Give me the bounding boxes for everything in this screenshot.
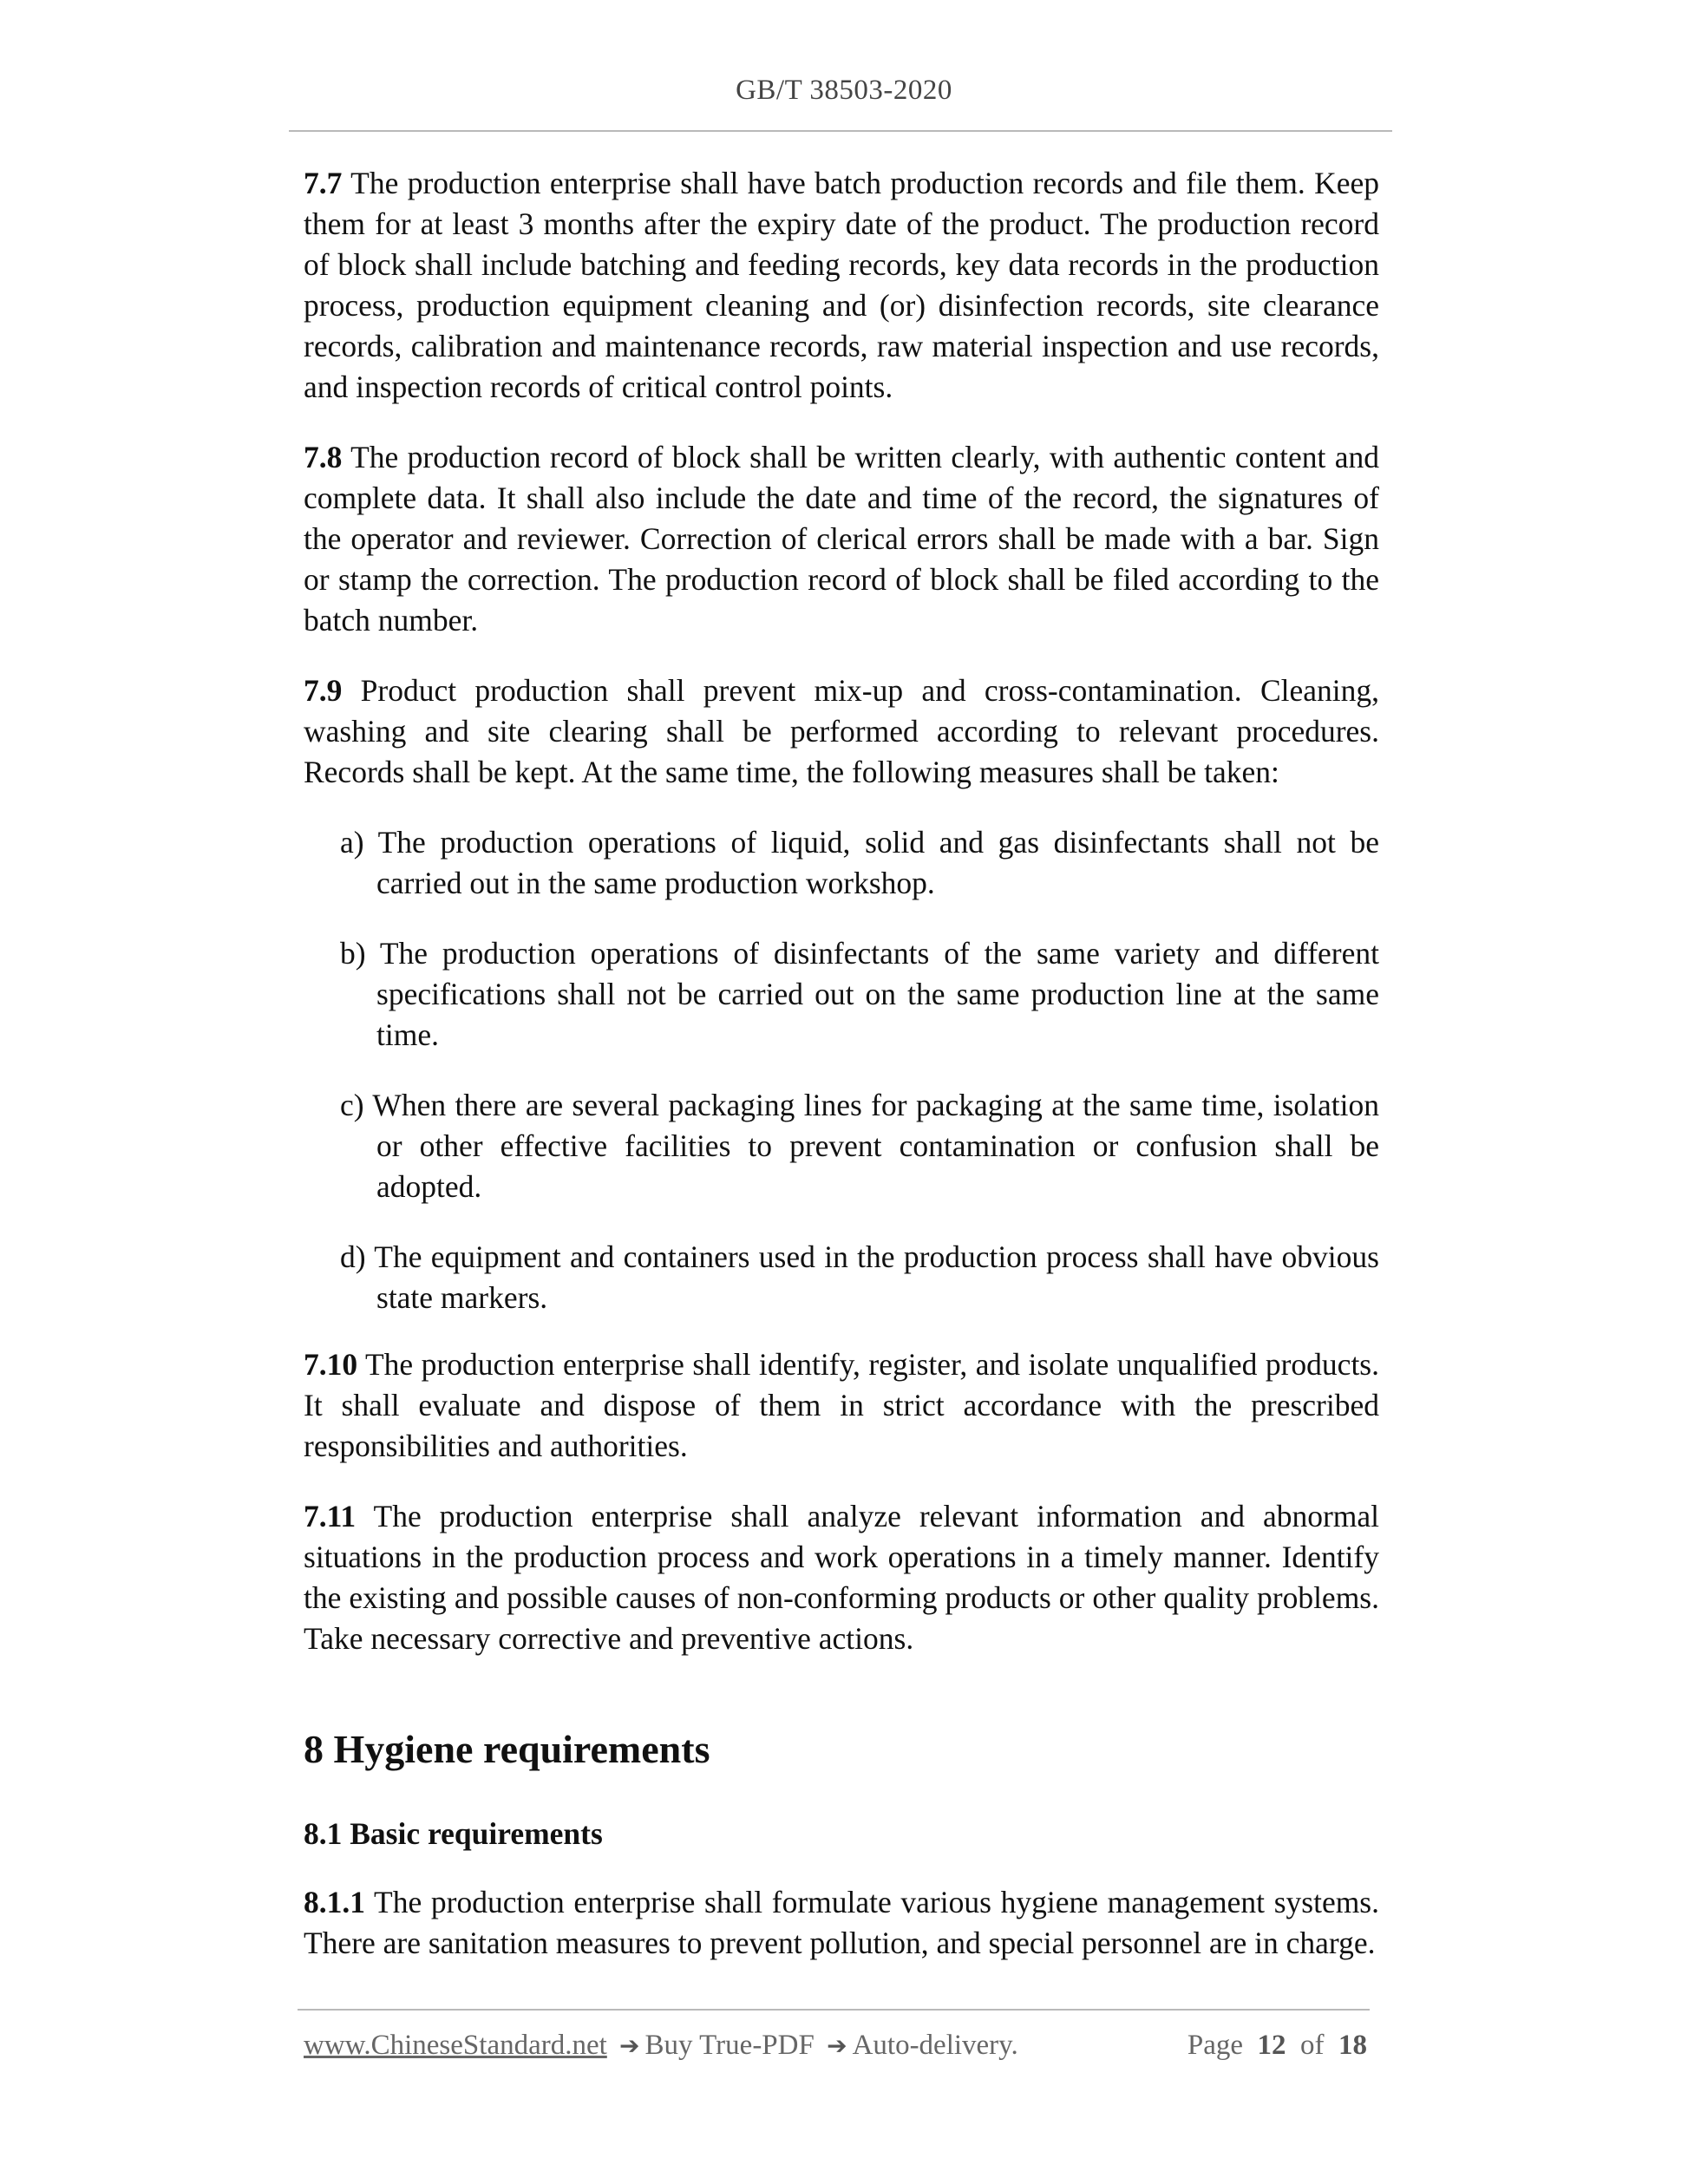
subsection-heading-8-1: 8.1 Basic requirements [304, 1816, 603, 1851]
total-page-number: 18 [1338, 2030, 1367, 2061]
clause-7-7 [304, 163, 1379, 408]
clause-7-8 [304, 437, 1379, 641]
arrow-right-icon: ➔ [619, 2031, 640, 2060]
website-link[interactable]: www.ChineseStandard.net [304, 2030, 607, 2061]
list-item: d) The equipment and containers used in the production process shall have obvious state markers. [340, 1239, 1379, 1315]
clause-7-9 [304, 670, 1379, 793]
clause-number: 7.9 [304, 673, 343, 708]
footer-divider [298, 2009, 1370, 2011]
arrow-right-icon: ➔ [827, 2031, 847, 2060]
list-item: b) The production operations of disinfectants of the same variety and different specifications shall not be carried out on the same production line at the same time. [340, 936, 1379, 1052]
current-page-number: 12 [1257, 2030, 1286, 2061]
clause-number: 7.10 [304, 1347, 358, 1382]
clause-text: The production enterprise shall identify, register, and isolate unqualified products. It shall evaluate and dispose of them in strict accordance with the prescribed responsibilities and authorities. [304, 1347, 1379, 1463]
list-item: c) When there are several packaging lines for packaging at the same time, isolation or other effective facilities to prevent contamination or confusion shall be adopted. [340, 1088, 1379, 1204]
clause-text: The production enterprise shall formulate various hygiene management systems. There are sanitation measures to prevent pollution, and special personnel are in charge. [304, 1885, 1379, 1960]
clause-text: Product production shall prevent mix-up and cross-contamination. Cleaning, washing and site clearing shall be performed according to relevant procedures. Records shall be kept. At the same time, the following measures shall be taken: [304, 673, 1379, 789]
clause-7-10 [304, 1344, 1379, 1467]
clause-text: The production enterprise shall analyze relevant information and abnormal situations in the production process and work operations in a timely manner. Identify the existing and possible causes of non-conforming products or other quality problems. Take necessary corrective and preventive actions. [304, 1499, 1379, 1656]
clause-number: 7.11 [304, 1499, 357, 1533]
buy-text: Buy True-PDF [644, 2030, 815, 2061]
clause-8-1-1 [304, 1882, 1379, 1964]
document-body [304, 163, 1379, 1993]
footer-left [304, 2030, 1018, 2062]
clause-number: 8.1.1 [304, 1885, 365, 1919]
page-label: Page [1187, 2030, 1243, 2061]
page-indicator [1187, 2030, 1367, 2062]
clause-text: The production record of block shall be written clearly, with authentic content and complete data. It shall also include the date and time of the record, the signatures of the operator and reviewer. Correction of clerical errors shall be made with a bar. Sign or stamp the correction. The production record of block shall be filed according to the batch number. [304, 440, 1379, 638]
header-divider [289, 130, 1392, 132]
page-footer [304, 2030, 1367, 2062]
clause-7-11 [304, 1496, 1379, 1659]
header-title: GB/T 38503-2020 [736, 75, 952, 106]
clause-number: 7.7 [304, 166, 343, 200]
delivery-text: Auto-delivery. [852, 2030, 1018, 2061]
section-heading-8: 8 Hygiene requirements [304, 1727, 710, 1771]
clause-number: 7.8 [304, 440, 343, 474]
list-item: a) The production operations of liquid, solid and gas disinfectants shall not be carried out in the same production workshop. [340, 825, 1379, 900]
of-label: of [1300, 2030, 1325, 2061]
clause-text: The production enterprise shall have batch production records and file them. Keep them for at least 3 months after the expiry date of the product. The production record of block shall include batching and feeding records, key data records in the production process, production equipment cleaning and (or) disinfection records, site clearance records, calibration and maintenance records, raw material inspection and use records, and inspection records of critical control points. [304, 166, 1379, 404]
